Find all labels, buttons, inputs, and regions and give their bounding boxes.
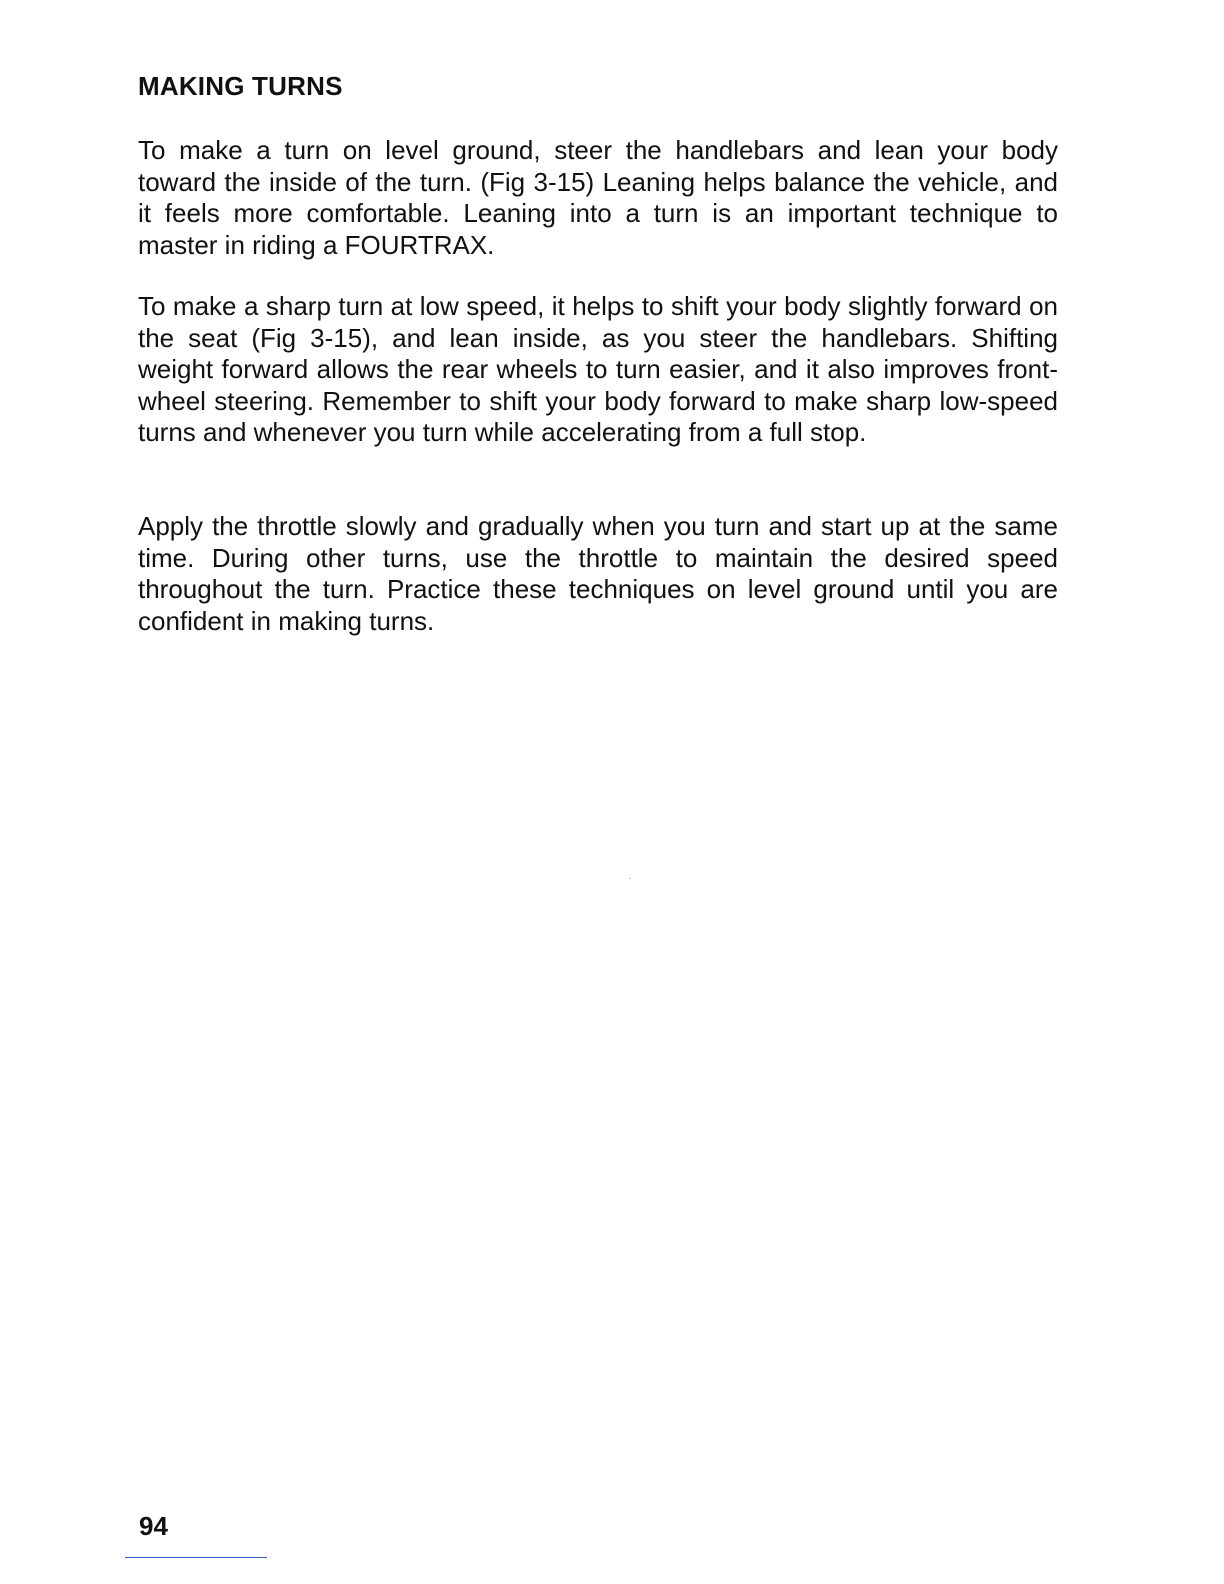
paragraph-leaning-turns: To make a turn on level ground, steer the handlebars and lean your body toward the inside of the turn. (Fig 3-15) Leaning helps balance the vehicle, and it feels more comfortable. Leaning into a turn is an important technique to master in riding a FOURTRAX. — [138, 135, 1058, 260]
paragraph-sharp-turns: To make a sharp turn at low speed, it helps to shift your body slightly forward on the seat (Fig 3-15), and lean inside, as you steer the handlebars. Shifting weight forward allows the rear wheels to turn easier, and it also improves front-wheel steering. Remember to shift your body forward to make sharp low-speed turns and whenever you turn while accelerating from a full stop. — [138, 291, 1058, 447]
footer-rule — [125, 1557, 267, 1558]
paragraph-throttle-control: Apply the throttle slowly and gradually when you turn and start up at the same time. During other turns, use the throttle to maintain the desired speed throughout the turn. Practice these techniques on level ground until you are confident in making turns. — [138, 511, 1058, 636]
page-number: 94 — [139, 1511, 168, 1541]
scan-speck — [629, 878, 631, 879]
section-heading: MAKING TURNS — [138, 71, 343, 101]
